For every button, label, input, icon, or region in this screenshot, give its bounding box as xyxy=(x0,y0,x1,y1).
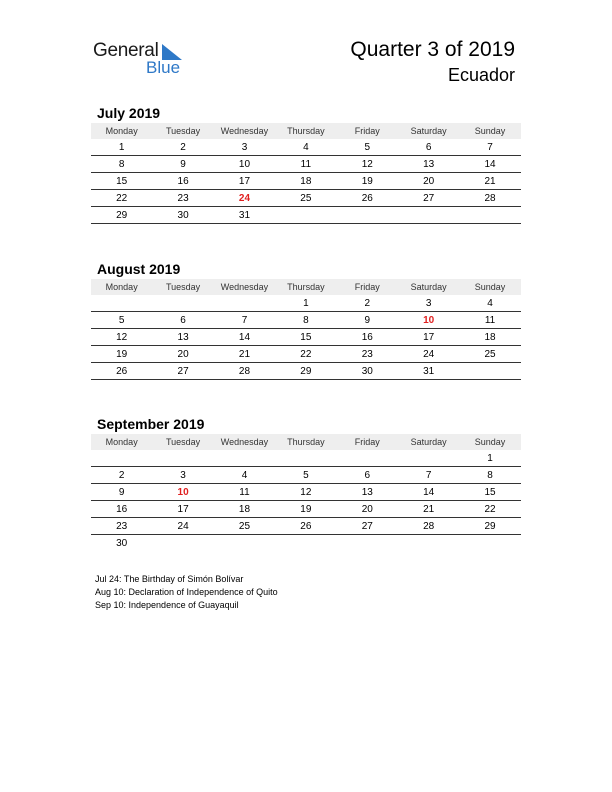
day-cell: 25 xyxy=(238,521,251,532)
day-cell: 22 xyxy=(484,504,496,515)
month-title: September 2019 xyxy=(97,416,205,432)
weekday-header xyxy=(91,279,521,295)
week-row xyxy=(91,346,521,363)
day-cell xyxy=(91,295,152,311)
day-cell: 7 xyxy=(425,470,432,481)
week-row xyxy=(91,363,521,380)
day-cell: 20 xyxy=(423,176,435,187)
day-cell: 27 xyxy=(423,193,435,204)
weekday-label: Sunday xyxy=(474,126,506,136)
day-cell xyxy=(91,450,152,466)
day-cell: 28 xyxy=(423,521,435,532)
month-august xyxy=(91,259,521,380)
day-cell: 16 xyxy=(177,176,189,187)
day-cell: 2 xyxy=(364,298,371,309)
month-july xyxy=(91,103,521,224)
day-cell: 22 xyxy=(300,349,312,360)
logo xyxy=(93,40,193,80)
day-cell: 2 xyxy=(180,142,186,153)
day-cell: 29 xyxy=(300,366,312,377)
day-cell: 14 xyxy=(423,487,435,498)
day-cell: 25 xyxy=(300,193,312,204)
day-cell: 16 xyxy=(116,504,128,515)
day-cell: 3 xyxy=(241,142,248,153)
day-cell: 8 xyxy=(487,470,493,481)
weekday-label: Friday xyxy=(354,126,380,136)
weekday-label: Monday xyxy=(105,437,138,447)
day-cell: 23 xyxy=(177,193,189,204)
weekday-label: Sunday xyxy=(474,437,506,447)
country-name: Ecuador xyxy=(447,65,515,85)
week-row xyxy=(91,312,521,329)
day-cell: 20 xyxy=(177,349,189,360)
day-cell: 3 xyxy=(425,298,432,309)
day-cell: 27 xyxy=(361,521,373,532)
month-title: August 2019 xyxy=(97,261,181,277)
day-cell: 26 xyxy=(361,193,373,204)
week-row xyxy=(91,484,521,501)
day-cell: 23 xyxy=(361,349,373,360)
month-september xyxy=(91,414,521,552)
holiday-note: Jul 24: The Birthday of Simón Bolívar xyxy=(95,574,244,584)
day-cell: 12 xyxy=(361,159,373,170)
day-cell: 24 xyxy=(423,349,435,360)
holiday-note: Aug 10: Declaration of Independence of Quito xyxy=(95,587,278,597)
day-cell: 18 xyxy=(484,332,496,343)
day-cell xyxy=(214,295,275,311)
day-cell: 6 xyxy=(364,470,371,481)
day-cell: 22 xyxy=(116,193,128,204)
day-cell: 28 xyxy=(484,193,496,204)
logo-text-general: General xyxy=(93,40,159,61)
holiday-note: Sep 10: Independence of Guayaquil xyxy=(95,600,239,610)
day-cell: 18 xyxy=(238,504,251,515)
day-cell: 15 xyxy=(116,176,128,187)
weekday-label: Tuesday xyxy=(165,282,201,292)
day-cell xyxy=(275,207,336,223)
day-cell: 5 xyxy=(364,142,371,153)
day-cell: 16 xyxy=(361,332,373,343)
day-cell: 5 xyxy=(303,470,309,481)
day-cell xyxy=(337,450,398,466)
week-row xyxy=(91,501,521,518)
day-cell xyxy=(459,363,520,379)
day-cell: 4 xyxy=(303,142,309,153)
holiday-day-cell: 24 xyxy=(238,193,251,204)
day-cell: 29 xyxy=(116,210,128,221)
day-cell: 4 xyxy=(487,298,493,309)
day-cell: 11 xyxy=(239,487,250,498)
day-cell xyxy=(214,535,275,552)
weekday-label: Wednesday xyxy=(220,437,269,447)
week-row xyxy=(91,207,521,224)
weekday-label: Sunday xyxy=(474,282,506,292)
day-cell: 8 xyxy=(303,315,309,326)
week-row xyxy=(91,450,521,467)
day-cell: 20 xyxy=(361,504,373,515)
day-cell: 21 xyxy=(484,176,496,187)
day-cell: 5 xyxy=(118,315,125,326)
day-cell: 11 xyxy=(484,315,496,326)
week-row xyxy=(91,295,521,312)
weekday-header xyxy=(91,434,521,450)
day-cell: 26 xyxy=(116,366,128,377)
day-cell xyxy=(398,535,459,552)
week-row xyxy=(91,329,521,346)
day-cell: 19 xyxy=(300,504,312,515)
day-cell xyxy=(398,450,459,466)
day-cell: 6 xyxy=(425,142,432,153)
weekday-label: Wednesday xyxy=(220,282,269,292)
weekday-label: Tuesday xyxy=(165,126,201,136)
day-cell xyxy=(398,207,459,223)
weekday-label: Thursday xyxy=(287,437,325,447)
weekday-label: Wednesday xyxy=(220,126,269,136)
week-row xyxy=(91,467,521,484)
weekday-label: Saturday xyxy=(410,437,447,447)
day-cell: 10 xyxy=(238,159,251,170)
week-row xyxy=(91,156,521,173)
day-cell: 15 xyxy=(484,487,496,498)
day-cell: 17 xyxy=(177,504,189,515)
logo-text-blue: Blue xyxy=(146,58,181,77)
day-cell: 1 xyxy=(487,453,493,464)
week-row xyxy=(91,190,521,207)
day-cell: 28 xyxy=(238,366,251,377)
day-cell: 13 xyxy=(177,332,189,343)
week-row xyxy=(91,535,521,552)
weekday-label: Thursday xyxy=(287,282,325,292)
day-cell: 30 xyxy=(116,538,128,549)
week-row xyxy=(91,518,521,535)
holiday-notes xyxy=(95,573,278,612)
day-cell: 13 xyxy=(361,487,373,498)
day-cell: 31 xyxy=(238,210,251,221)
day-cell: 1 xyxy=(118,142,125,153)
day-cell: 17 xyxy=(238,176,251,187)
day-cell: 26 xyxy=(300,521,312,532)
day-cell: 25 xyxy=(484,349,496,360)
month-title: July 2019 xyxy=(97,105,161,121)
day-cell: 30 xyxy=(361,366,373,377)
day-cell xyxy=(275,450,336,466)
holiday-day-cell: 10 xyxy=(177,487,189,498)
week-row xyxy=(91,139,521,156)
week-row xyxy=(91,173,521,190)
weekday-label: Tuesday xyxy=(165,437,201,447)
day-cell: 1 xyxy=(303,298,309,309)
day-cell: 23 xyxy=(116,521,128,532)
day-cell: 11 xyxy=(300,159,312,170)
day-cell xyxy=(337,207,398,223)
day-cell: 14 xyxy=(238,332,251,343)
day-cell: 9 xyxy=(118,487,125,498)
holiday-day-cell: 10 xyxy=(423,315,435,326)
day-cell: 8 xyxy=(118,159,125,170)
day-cell: 7 xyxy=(241,315,248,326)
day-cell: 19 xyxy=(116,349,128,360)
day-cell: 17 xyxy=(423,332,435,343)
day-cell: 29 xyxy=(484,521,496,532)
day-cell: 30 xyxy=(177,210,189,221)
day-cell xyxy=(459,535,520,552)
day-cell: 19 xyxy=(361,176,373,187)
weekday-label: Friday xyxy=(354,437,380,447)
weekday-label: Monday xyxy=(105,126,138,136)
day-cell: 27 xyxy=(177,366,189,377)
day-cell: 9 xyxy=(180,159,186,170)
day-cell: 12 xyxy=(300,487,312,498)
day-cell xyxy=(459,207,520,223)
day-cell: 4 xyxy=(241,470,248,481)
day-cell xyxy=(152,295,213,311)
day-cell: 14 xyxy=(484,159,496,170)
day-cell xyxy=(275,535,336,552)
day-cell: 21 xyxy=(238,349,251,360)
weekday-label: Thursday xyxy=(287,126,325,136)
day-cell: 15 xyxy=(300,332,312,343)
day-cell: 9 xyxy=(364,315,371,326)
day-cell: 31 xyxy=(423,366,435,377)
day-cell: 12 xyxy=(116,332,128,343)
day-cell xyxy=(152,535,213,552)
day-cell: 7 xyxy=(487,142,493,153)
day-cell xyxy=(337,535,398,552)
weekday-label: Monday xyxy=(105,282,138,292)
day-cell xyxy=(152,450,213,466)
day-cell: 18 xyxy=(300,176,312,187)
weekday-label: Saturday xyxy=(410,126,447,136)
weekday-label: Saturday xyxy=(410,282,447,292)
day-cell: 2 xyxy=(118,470,125,481)
day-cell: 6 xyxy=(180,315,186,326)
weekday-header xyxy=(91,123,521,139)
day-cell: 21 xyxy=(423,504,435,515)
day-cell: 3 xyxy=(180,470,186,481)
weekday-label: Friday xyxy=(354,282,380,292)
page-title: Quarter 3 of 2019 xyxy=(350,38,515,61)
day-cell xyxy=(214,450,275,466)
day-cell: 13 xyxy=(423,159,435,170)
day-cell: 24 xyxy=(177,521,189,532)
